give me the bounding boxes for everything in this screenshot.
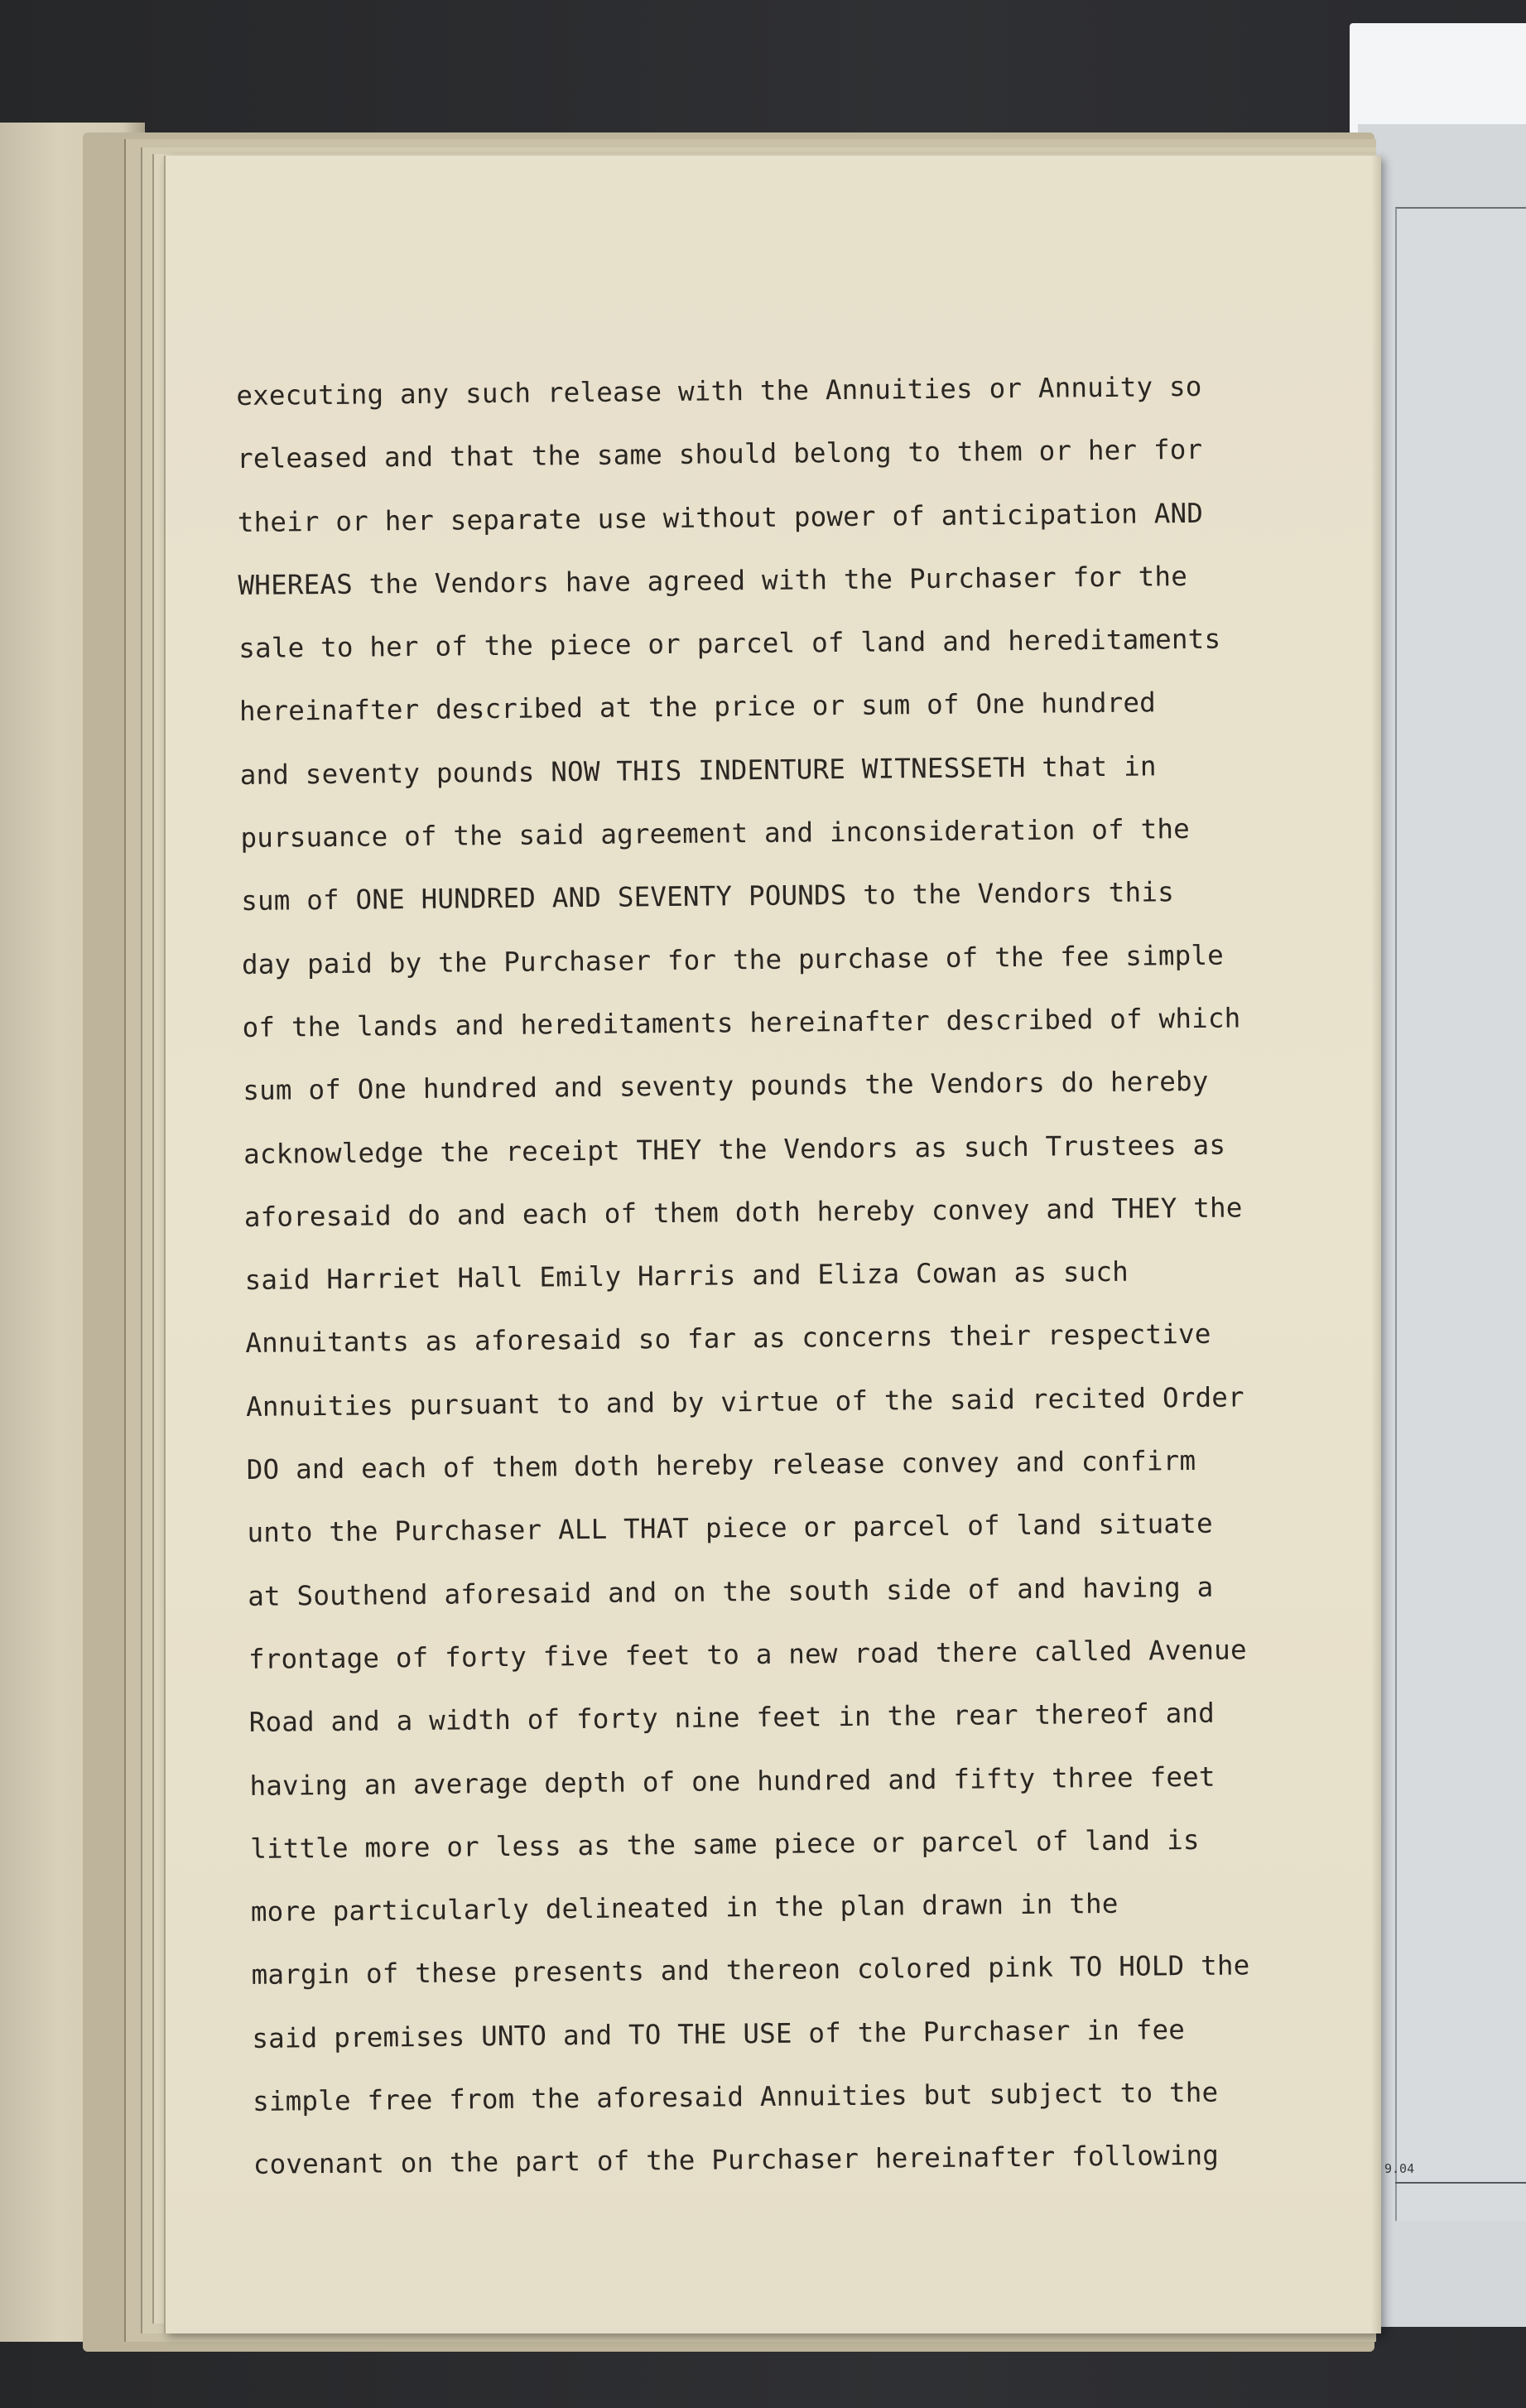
adjacent-sheet-rule [1395, 2182, 1526, 2184]
text-line: sale to her of the piece or parcel of land and hereditaments [238, 623, 1221, 665]
text-line: DO and each of them doth hereby release convey and confirm [246, 1444, 1196, 1486]
typed-text-block [236, 354, 1346, 2196]
text-line: little more or less as the same piece or parcel of land is [250, 1823, 1200, 1865]
text-line: and seventy pounds NOW THIS INDENTURE WITNESSETH that in [239, 750, 1157, 791]
adjacent-sheet [1358, 124, 1526, 2327]
page-stamp: 9.04 [1384, 2161, 1415, 2176]
white-card [1350, 23, 1526, 139]
text-line: pursuance of the said agreement and inconsideration of the [240, 813, 1191, 855]
text-line: more particularly delineated in the plan drawn in the [250, 1887, 1119, 1929]
text-line: said Harriet Hall Emily Harris and Eliza Cowan as such [244, 1255, 1129, 1297]
text-line: WHEREAS the Vendors have agreed with the Purchaser for the [238, 560, 1188, 601]
text-line: margin of these presents and thereon colored pink TO HOLD the [251, 1949, 1250, 1991]
text-line: aforesaid do and each of them doth hereby convey and THEY the [243, 1192, 1243, 1233]
text-line: hereinafter described at the price or sum of One hundred [238, 686, 1157, 728]
text-line: their or her separate use without power of anticipation AND [237, 497, 1204, 538]
text-line: unto the Purchaser ALL THAT piece or parcel of land situate [247, 1508, 1213, 1549]
text-line: frontage of forty five feet to a new road there called Avenue [248, 1634, 1247, 1675]
text-line: covenant on the part of the Purchaser hereinafter following [253, 2140, 1220, 2181]
text-line: said premises UNTO and TO THE USE of the Purchaser in fee [252, 2013, 1186, 2054]
text-line: day paid by the Purchaser for the purchase of the fee simple [241, 939, 1225, 980]
text-line: having an average depth of one hundred and fifty three feet [249, 1760, 1216, 1802]
adjacent-sheet-frame [1395, 207, 1526, 2221]
text-line: Annuitants as aforesaid so far as concerns their respective [245, 1318, 1211, 1360]
text-line: acknowledge the receipt THEY the Vendors as such Trustees as [243, 1129, 1226, 1170]
text-line: Annuities pursuant to and by virtue of the said recited Order [245, 1381, 1244, 1423]
text-line: executing any such release with the Annuities or Annuity so [236, 370, 1202, 412]
text-line: sum of One hundred and seventy pounds the Vendors do hereby [243, 1066, 1209, 1107]
text-line: of the lands and hereditaments hereinafter described of which [242, 1002, 1241, 1043]
text-line: simple free from the aforesaid Annuities but subject to the [252, 2076, 1219, 2117]
text-line: sum of ONE HUNDRED AND SEVENTY POUNDS to the Vendors this [241, 876, 1175, 917]
text-line: released and that the same should belong to them or her for [236, 434, 1203, 475]
text-line: at Southend aforesaid and on the south side of and having a [248, 1571, 1214, 1612]
text-line: Road and a width of forty nine feet in the rear thereof and [248, 1697, 1216, 1739]
